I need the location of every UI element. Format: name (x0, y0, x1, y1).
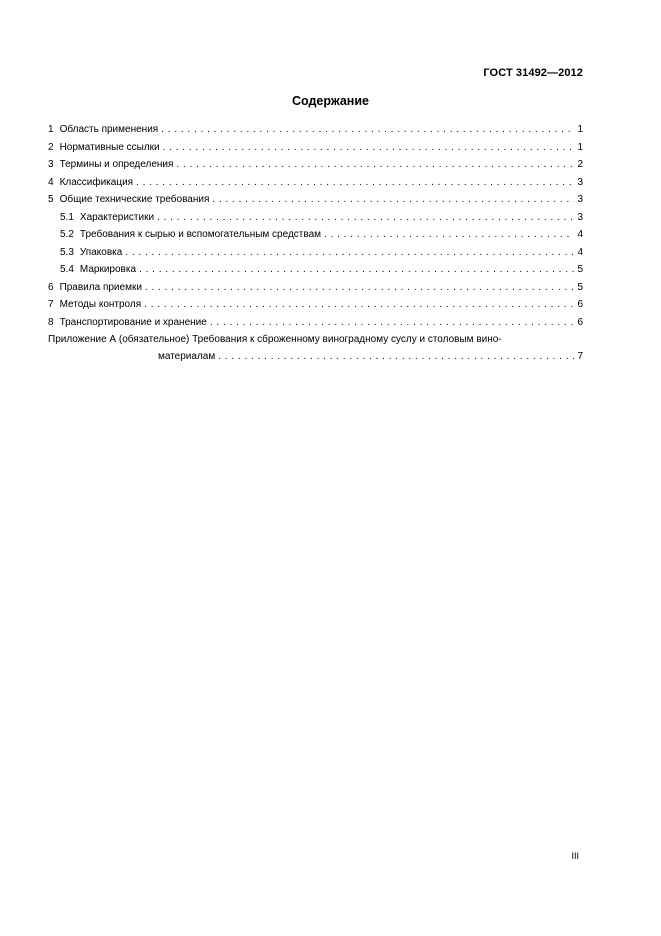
toc-item-page: 5 (577, 264, 583, 275)
toc-item-number: 5 (48, 194, 54, 205)
page-number: III (571, 851, 579, 861)
toc-item-page: 3 (577, 211, 583, 223)
toc-item-title: Нормативные ссылки (59, 141, 160, 153)
toc-item-3[interactable] (48, 156, 583, 174)
toc-item-title: Общие технические требования (59, 194, 210, 205)
toc-item-5[interactable] (48, 191, 583, 209)
toc-title: Содержание (291, 94, 369, 108)
toc-item-5-1[interactable] (48, 209, 583, 227)
toc-item-number: 5.2 (60, 229, 74, 240)
toc-item-number: 2 (48, 141, 54, 153)
toc-item-title: Классификация (59, 176, 134, 188)
toc-annex-a[interactable] (48, 331, 583, 365)
toc-item-page: 4 (577, 246, 583, 258)
toc-item-8[interactable] (48, 314, 583, 332)
toc-leader-dots (218, 348, 574, 366)
toc-leader-dots (139, 261, 574, 279)
toc-item-title: Требования к сырью и вспомогательным средствам (79, 229, 322, 240)
toc-item-number: 8 (48, 316, 54, 328)
toc-item-5-3[interactable] (48, 244, 583, 262)
toc-item-page: 2 (577, 159, 583, 170)
toc-item-number: 5.3 (60, 246, 74, 258)
toc-item-page: 4 (577, 229, 583, 240)
toc-item-page: 3 (577, 176, 583, 188)
toc-item-title: Маркировка (79, 264, 137, 275)
toc-item-title: Правила приемки (59, 281, 142, 293)
toc-leader-dots (157, 209, 574, 227)
toc-item-title: Методы контроля (59, 299, 142, 310)
toc-item-1[interactable] (48, 121, 583, 139)
toc-item-6[interactable] (48, 279, 583, 297)
annex-title-line-2: материалам (158, 351, 216, 362)
toc-item-title: Характеристики (79, 211, 155, 223)
toc-item-number: 1 (48, 124, 54, 135)
toc-item-page: 1 (577, 124, 583, 135)
toc-leader-dots (324, 226, 574, 244)
toc-item-page: 3 (577, 194, 583, 205)
toc-item-number: 7 (48, 299, 54, 310)
toc-item-number: 5.4 (60, 264, 74, 275)
toc-item-page: 5 (577, 281, 583, 293)
annex-title-line-1: Приложение А (обязательное) Требования к сброженному виноградному суслу и столовым вино- (48, 334, 502, 345)
toc-leader-dots (136, 174, 574, 192)
toc-item-title: Термины и определения (59, 159, 174, 170)
toc-leader-dots (125, 244, 574, 262)
toc-item-number: 4 (48, 176, 54, 188)
toc-item-2[interactable] (48, 139, 583, 157)
toc-item-page: 1 (577, 141, 583, 153)
toc-item-number: 6 (48, 281, 54, 293)
toc-item-7[interactable] (48, 296, 583, 314)
toc-leader-dots (212, 191, 574, 209)
toc-item-5-2[interactable] (48, 226, 583, 244)
toc-item-title: Транспортирование и хранение (59, 316, 207, 328)
toc-leader-dots (176, 156, 574, 174)
document-code: ГОСТ 31492—2012 (483, 67, 583, 79)
toc-leader-dots (144, 296, 574, 314)
annex-title-line-2-row (48, 348, 583, 365)
toc-item-title: Упаковка (79, 246, 123, 258)
toc-item-number: 3 (48, 159, 54, 170)
toc-item-4[interactable] (48, 174, 583, 192)
toc-item-number: 5.1 (60, 211, 74, 223)
toc-item-page: 6 (577, 316, 583, 328)
toc-leader-dots (163, 139, 575, 157)
toc-leader-dots (210, 314, 575, 332)
toc-leader-dots (145, 279, 575, 297)
toc-item-5-4[interactable] (48, 261, 583, 279)
toc-leader-dots (161, 121, 574, 139)
toc-item-page: 7 (577, 351, 583, 362)
toc-item-page: 6 (577, 299, 583, 310)
table-of-contents (48, 121, 583, 365)
toc-item-title: Область применения (59, 124, 159, 135)
